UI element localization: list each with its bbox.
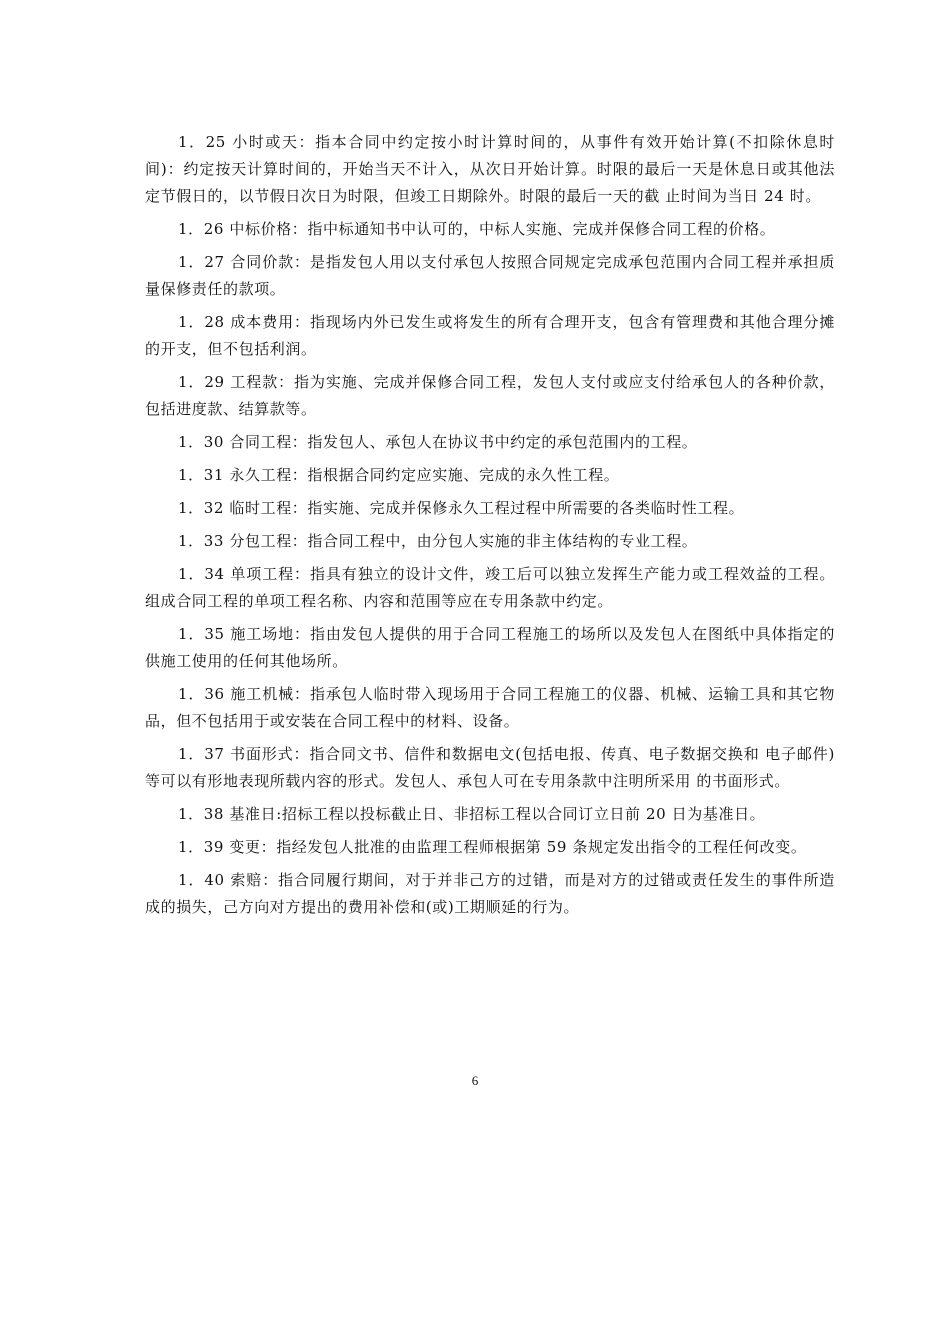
clause-1-29: 1．29 工程款：指为实施、完成并保修合同工程，发包人支付或应支付给承包人的各种价款，包括进度款、结算款等。 [145, 373, 835, 418]
clause-1-32: 1．32 临时工程：指实施、完成并保修永久工程过程中所需要的各类临时性工程。 [178, 499, 745, 517]
clause-1-30: 1．30 合同工程：指发包人、承包人在协议书中约定的承包范围内的工程。 [178, 433, 698, 451]
clause-1-37: 1．37 书面形式：指合同文书、信件和数据电文(包括电报、传真、电子数据交换和 电子邮件)等可以有形地表现所载内容的形式。发包人、承包人可在专用条款中注明所采用 的书面形式。 [145, 745, 835, 790]
clause-1-35: 1．35 施工场地：指由发包人提供的用于合同工程施工的场所以及发包人在图纸中具体指定的供施工使用的任何其他场所。 [145, 625, 835, 670]
clause-1-36: 1．36 施工机械：指承包人临时带入现场用于合同工程施工的仪器、机械、运输工具和其它物品，但不包括用于或安装在合同工程中的材料、设备。 [145, 685, 835, 730]
clause-1-34: 1．34 单项工程：指具有独立的设计文件，竣工后可以独立发挥生产能力或工程效益的工程。组成合同工程的单项工程名称、内容和范围等应在专用条款中约定。 [145, 565, 835, 610]
clause-1-26: 1．26 中标价格：指中标通知书中认可的，中标人实施、完成并保修合同工程的价格。 [178, 220, 776, 238]
clause-1-40: 1．40 索赔：指合同履行期间，对于并非己方的过错，而是对方的过错或责任发生的事件所造成的损失，己方向对方提出的费用补偿和(或)工期顺延的行为。 [145, 871, 835, 916]
clause-1-33: 1．33 分包工程：指合同工程中，由分包人实施的非主体结构的专业工程。 [178, 532, 698, 550]
clause-1-38: 1．38 基准日:招标工程以投标截止日、非招标工程以合同订立日前 20 日为基准日。 [178, 805, 766, 823]
document-body [145, 129, 835, 927]
page-number: 6 [471, 1073, 479, 1088]
clause-1-25: 1．25 小时或天：指本合同中约定按小时计算时间的，从事件有效开始计算(不扣除休息时间)：约定按天计算时间的，开始当天不计入，从次日开始计算。时限的最后一天是休息日或其他法定节假日的，以节假日次日为时限，但竣工日期除外。时限的最后一天的截 止时间为当日 24 时。 [145, 133, 835, 205]
clause-1-39: 1．39 变更：指经发包人批准的由监理工程师根据第 59 条规定发出指令的工程任何改变。 [178, 838, 807, 856]
clause-1-31: 1．31 永久工程：指根据合同约定应实施、完成的永久性工程。 [178, 466, 620, 484]
clause-1-27: 1．27 合同价款：是指发包人用以支付承包人按照合同规定完成承包范围内合同工程并承担质量保修责任的款项。 [145, 253, 835, 298]
clause-1-28: 1．28 成本费用：指现场内外已发生或将发生的所有合理开支，包含有管理费和其他合理分摊的开支，但不包括利润。 [145, 313, 835, 358]
